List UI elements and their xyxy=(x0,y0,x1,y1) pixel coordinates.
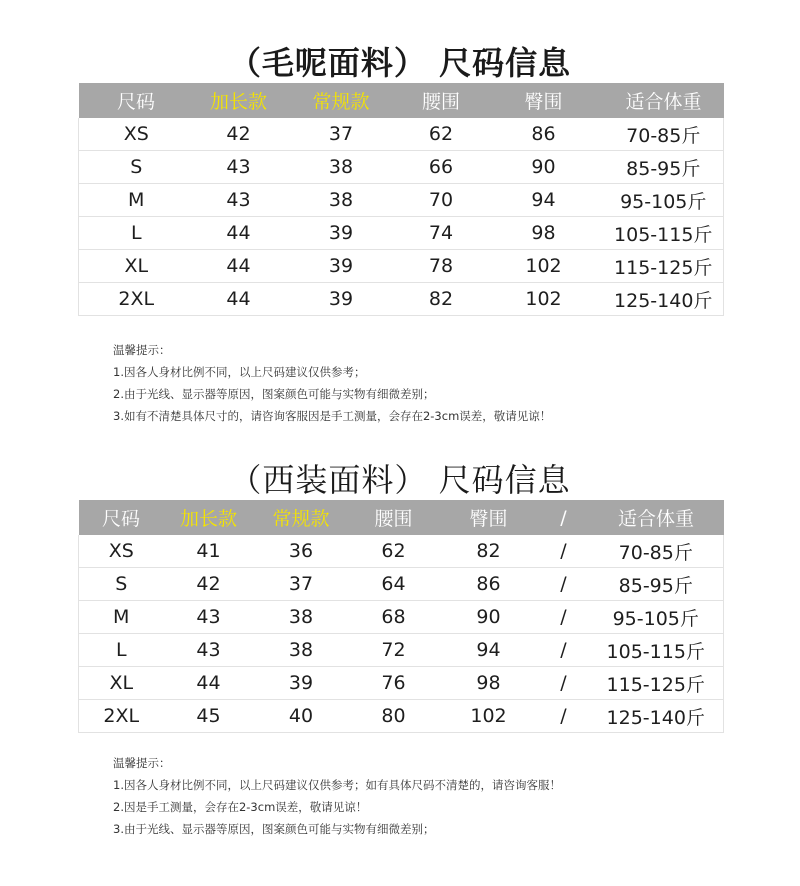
table-cell: 102 xyxy=(484,250,604,283)
table-cell: 42 xyxy=(164,568,254,601)
table-cell: 70-85斤 xyxy=(604,118,724,151)
table-cell: 105-115斤 xyxy=(589,634,724,667)
table-cell: 38 xyxy=(254,634,349,667)
size-table-wool xyxy=(78,83,724,316)
tips-heading: 温馨提示： xyxy=(113,343,171,357)
col-header-size: 尺码 xyxy=(79,500,164,535)
tip-line: 2.因是手工测量，会存在2-3cm误差，敬请见谅！ xyxy=(113,800,368,814)
table-cell: 38 xyxy=(284,184,399,217)
table-cell: 94 xyxy=(439,634,539,667)
table-cell: 62 xyxy=(399,118,484,151)
section1-title: （毛呢面料） 尺码信息 xyxy=(228,44,572,82)
table-cell: 37 xyxy=(284,118,399,151)
table-cell: 85-95斤 xyxy=(604,151,724,184)
table-cell: 44 xyxy=(226,288,251,310)
table-cell: / xyxy=(539,601,589,634)
table-row xyxy=(79,118,724,151)
table-cell: S xyxy=(79,568,164,601)
section2-title: （西装面料） 尺码信息 xyxy=(229,461,571,499)
table-cell: 70 xyxy=(399,184,484,217)
table-row xyxy=(79,634,724,667)
table-row xyxy=(79,568,724,601)
table-cell: 85-95斤 xyxy=(589,568,724,601)
table-header-row xyxy=(79,83,724,118)
table-cell: XL xyxy=(79,667,164,700)
table-cell: 39 xyxy=(284,217,399,250)
table-cell: 95-105斤 xyxy=(604,184,724,217)
table-cell: 82 xyxy=(428,288,454,310)
tips-wool xyxy=(113,339,551,427)
table-cell: 78 xyxy=(399,250,484,283)
table-cell: 86 xyxy=(439,568,539,601)
table-cell: 72 xyxy=(349,634,439,667)
table-cell: 86 xyxy=(484,118,604,151)
table-header-row xyxy=(79,500,724,535)
tips-heading: 温馨提示： xyxy=(113,756,171,770)
table-cell: 62 xyxy=(349,535,439,568)
table-cell: 90 xyxy=(439,601,539,634)
table-cell: 44 xyxy=(194,217,284,250)
table-cell: S xyxy=(79,151,194,184)
table-cell: 76 xyxy=(349,667,439,700)
table-cell: 37 xyxy=(254,568,349,601)
table-cell: 95-105斤 xyxy=(589,601,724,634)
table-cell: 41 xyxy=(164,535,254,568)
table-cell: 98 xyxy=(439,667,539,700)
table-cell: 40 xyxy=(288,705,314,727)
table-cell: 42 xyxy=(194,118,284,151)
table-cell: 74 xyxy=(399,217,484,250)
table-cell: 39 xyxy=(328,288,354,310)
col-header-weight: 适合体重 xyxy=(589,500,724,535)
col-header-hip: 臀围 xyxy=(484,83,604,118)
table-cell: / xyxy=(539,568,589,601)
table-cell: / xyxy=(539,535,589,568)
table-cell: 39 xyxy=(254,667,349,700)
table-cell: 66 xyxy=(399,151,484,184)
table-cell: 80 xyxy=(381,705,406,727)
table-cell: 102 xyxy=(525,288,562,310)
table-cell: 64 xyxy=(349,568,439,601)
table-row xyxy=(79,250,724,283)
col-header-hip: 臀围 xyxy=(439,500,539,535)
col-header-waist: 腰围 xyxy=(349,500,439,535)
table-cell: 102 xyxy=(470,705,507,727)
size-table-suit xyxy=(78,500,724,733)
tip-line: 3.如有不清楚具体尺寸的，请咨询客服因是手工测量，会存在2-3cm误差，敬请见谅！ xyxy=(113,409,552,423)
tip-line: 1.因各人身材比例不同，以上尺码建议仅供参考； xyxy=(113,365,366,379)
table-cell: 2XL xyxy=(103,705,140,727)
tip-line: 3.由于光线、显示器等原因，图案颜色可能与实物有细微差别； xyxy=(113,822,435,836)
tip-line: 2.由于光线、显示器等原因，图案颜色可能与实物有细微差别； xyxy=(113,387,435,401)
table-row xyxy=(79,184,724,217)
col-header-regular: 常规款 xyxy=(284,83,399,118)
table-cell: / xyxy=(560,705,567,727)
table-cell: XS xyxy=(79,535,164,568)
col-header-long: 加长款 xyxy=(194,83,284,118)
table-cell: 68 xyxy=(349,601,439,634)
col-header-weight: 适合体重 xyxy=(604,83,724,118)
table-cell: M xyxy=(79,601,164,634)
table-cell: L xyxy=(79,634,164,667)
table-cell: 82 xyxy=(439,535,539,568)
table-row xyxy=(79,535,724,568)
table-cell: 43 xyxy=(164,601,254,634)
table-cell: / xyxy=(539,667,589,700)
table-cell: / xyxy=(539,634,589,667)
table-cell: 43 xyxy=(194,184,284,217)
table-row xyxy=(79,667,724,700)
table-cell: 115-125斤 xyxy=(604,250,724,283)
table-cell: 44 xyxy=(194,250,284,283)
col-header-size: 尺码 xyxy=(79,83,194,118)
table-cell: 125-140斤 xyxy=(614,289,713,312)
table-cell: 45 xyxy=(196,705,221,727)
table-cell: 115-125斤 xyxy=(589,667,724,700)
table-row xyxy=(79,601,724,634)
table-row xyxy=(79,217,724,250)
table-cell: 43 xyxy=(194,151,284,184)
tip-line: 1.因各人身材比例不同，以上尺码建议仅供参考；如有具体尺码不清楚的，请咨询客服！ xyxy=(113,778,561,792)
table-cell: XL xyxy=(79,250,194,283)
table-row xyxy=(79,151,724,184)
table-cell: 43 xyxy=(164,634,254,667)
table-cell: 70-85斤 xyxy=(589,535,724,568)
table-cell: 2XL xyxy=(118,288,155,310)
table-cell: 125-140斤 xyxy=(606,706,705,729)
table-cell: XS xyxy=(79,118,194,151)
tips-suit xyxy=(113,752,561,840)
table-cell: L xyxy=(79,217,194,250)
table-cell: 38 xyxy=(254,601,349,634)
col-header-long: 加长款 xyxy=(164,500,254,535)
table-row xyxy=(79,700,724,733)
table-cell: 90 xyxy=(484,151,604,184)
table-cell: M xyxy=(79,184,194,217)
table-row xyxy=(79,283,724,316)
table-cell: 98 xyxy=(484,217,604,250)
table-cell: 36 xyxy=(254,535,349,568)
col-header-slash: / xyxy=(539,500,589,535)
col-header-regular: 常规款 xyxy=(254,500,349,535)
table-cell: 94 xyxy=(484,184,604,217)
table-cell: 105-115斤 xyxy=(604,217,724,250)
table-cell: 38 xyxy=(284,151,399,184)
col-header-waist: 腰围 xyxy=(399,83,484,118)
table-cell: 39 xyxy=(284,250,399,283)
table-cell: 44 xyxy=(164,667,254,700)
